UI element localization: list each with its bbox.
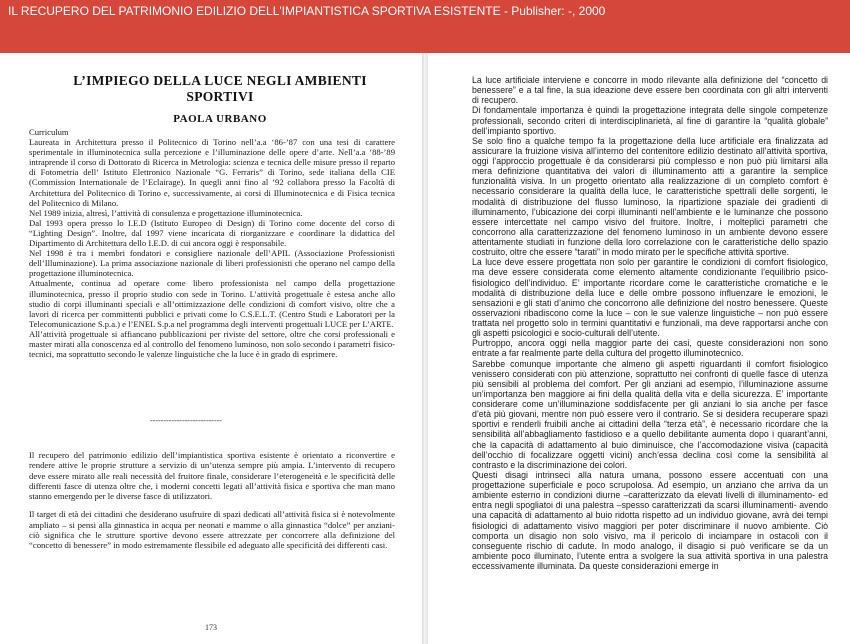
body-paragraph: La luce deve essere progettata non solo per garantire le condizioni di comfort fisiologico, ma deve essere considerata come elemento altamente condizionante l’equilibrio psico-fisiologico dell’individuo. E’ importante ricordare come le caratteristiche cromatiche e le modalità di distribuzione della luce e delle ombre possono influenzare le emozioni, le sensazioni e gli stati d’animo che concorrono alle definizione del nostro benessere. Queste osservazioni ribadiscono come la luce – con le sue valenze linguistiche – non può essere trattata nel progetto solo in termini quantitativi e funzionali, ma deve rapportarsi anche con gli aspetti psicologici e socio-culturali dell’utente.	[472, 257, 828, 339]
right-text-column	[472, 75, 828, 571]
curriculum-paragraph: Dal 1993 opera presso lo I.E.D (Istituto Europeo di Design) di Torino come docente del corso di “Lighting Design”. Inoltre, dal 1997 viene incaricata di riorganizzare e coordinare la didattica del Dipartimento di Architettura dello I.E.D. di cui ancora oggi è responsabile.	[29, 217, 395, 249]
curriculum-heading: Curriculum	[29, 127, 69, 137]
curriculum-section	[29, 127, 395, 359]
document-title: IL RECUPERO DEL PATRIMONIO EDILIZIO DELL'IMPIANTISTICA SPORTIVA ESISTENTE - Publisher: -, 2000	[8, 4, 606, 18]
body-paragraph: La luce artificiale interviene e concorre in modo rilevante alla definizione del “concetto di benessere” e a tal fine, la sua ideazione deve essere ben coordinata con gli altri interventi di recupero.	[472, 75, 828, 106]
body-paragraph: Il target di età dei cittadini che desiderano usufruire di spazi dedicati all’attività fisica si è notevolmente ampliato – si pensi alla ginnastica in acqua per neonati e mamme o alla ginnastica “dolce” per anziani- ciò significa che le strutture sportive devono essere attrezzate per concorrere alla definizione del “concetto di benessere” in modo estremamente flessibile ed adeguato alle specificità dei differenti casi.	[29, 509, 395, 551]
header-bar	[0, 0, 850, 53]
page-spread	[0, 53, 850, 644]
curriculum-paragraph: Laureata in Architettura presso il Politecnico di Torino nell’a.a ‘86-’87 con una tesi di carattere sperimentale in illuminotecnica sulla percezione e l’illuminazione delle opere d’arte. Nell’a.a ‘88-’89 intraprende il corso di Dottorato di Ricerca in Metrologia: scienza e tecnica delle misure presso il reparto di Fotometria dell’ Istituto Elettronico Nazionale “G. Ferraris” di Torino, sede italiana della CIE (Commission Internationale de l’Eclairage). In quegli anni fino al ‘92 collabora presso la Facoltà di Architettura del Politecnico di Torino e, successivamente, ai corsi di Illuminotecnica e di Fisica tecnica del Politecnico di Milano.	[29, 137, 395, 208]
body-paragraph: Questi disagi intrinseci alla natura umana, possono essere accentuati con una progettazione superficiale e poco scrupolosa. Ad esempio, un anziano che arriva da un ambiente esterno in condizioni diurne –caratterizzato da elevati livelli di illuminamento- ed entra negli spogliatoi di una palestra –spesso caratterizzati da scarsi illuminamenti- avendo una capacità di adattamento al buio ridotta rispetto ad un individuo giovane, avrà dei tempi fisiologici di adattamento visivo maggiori per poter discriminare il nuovo ambiente. Ciò comporta un disagio non solo visivo, ma il pericolo di inciampare in ostacoli con il conseguente rischio di cadute. In modo analogo, il disagio si può verificare se da un ambiente poco illuminato, l’utente entra a svolgere la sua attività sportiva in una palestra eccessivamente illuminata. Da queste considerazioni emerge in	[472, 469, 828, 571]
curriculum-paragraph: Nel 1989 inizia, altresì, l’attività di consulenza e progettazione illuminotecnica.	[29, 207, 303, 218]
body-paragraph: Il recupero del patrimonio edilizio dell’impiantistica sportiva esistente è orientato a riconvertire e rendere attive le proprie strutture a servizio di un’utenza sempre più ampia. L’intervento di recupero deve essere mirato alle reali necessità del fruitore finale, considerare l’eterogeneità e le specificità delle differenti fasce di utenza oltre che, i moderni concetti legati all’attività fisica e sportiva che man mano stanno emergendo per le diverse fasce di utilizzatori.	[29, 450, 395, 502]
left-page	[0, 53, 422, 644]
author-name: PAOLA URBANO	[173, 113, 267, 125]
body-section	[29, 450, 395, 559]
section-divider: ---------------------------	[150, 416, 222, 425]
body-paragraph: Sarebbe comunque importante che almeno gli aspetti riguardanti il comfort fisiologico venissero considerati con più attenzione, soprattutto nei confronti di quelle fasce di utenza più sensibili al problema del comfort. Per gli anziani ad esempio, l’illuminazione assume un’importanza ben maggiore ai fini della qualità della vita e della sicurezza. E’ importante considerare come un’illuminazione soddisfacente per gli anziani lo sia anche per fasce d’età più giovani, mentre non può essere vero il contrario. Se si desidera recuperare spazi sportivi e renderli fruibili anche ai cittadini della “terza età”, è necessario ricordare che la sensibilità all’abbagliamento fastidioso e a quello debilitante aumenta dopo i quarant’anni, che la capacità di adattamento al buio diminuisce, che l’accomodazione visiva (capacità dell’occhio di focalizzare oggetti vicini) anch’essa declina così come la sensibilità al contrasto e la discriminazione dei colori.	[472, 358, 828, 470]
curriculum-paragraph: Nel 1998 è tra i membri fondatori e consigliere nazionale dell’APIL (Associazione Professionisti dell’Illuminazione). La prima associazione nazionale di liberi professionisti che operano nel campo della progettazione illuminotecnica.	[29, 248, 395, 279]
right-page	[428, 53, 850, 644]
body-paragraph: Se solo fino a qualche tempo fa la progettazione della luce artificiale era finalizzata ad assicurare la fruizione visiva all’interno del contenitore edilizio destinato all’attività sportiva, oggi l’approccio progettuale è da considerarsi più complesso e non può più limitarsi alla mera definizione quantitativa dei valori di illuminamento atti a garantire la semplice funzionalità visiva. In un progetto orientato alla realizzazione di un completo comfort è necessario considerare la qualità della luce, le caratteristiche spettrali delle sorgenti, le modalità di distribuzione del flusso luminoso, la ripartizione spaziale dei gradienti di illuminamento, l’ubicazione dei corpi illuminanti nell’ambiente e le luminanze che possono essere intercettate nel campo visivo del fruitore. Inoltre, i molteplici parametri che concorrono alla caratterizzazione del fenomeno luminoso in un ambiente devono essere attentamente studiati in funzione della loro correlazione con le caratteristiche dello spazio costruito, oltre che essere “tarati” in modo mirato per le specifiche attività sportive.	[472, 135, 828, 258]
page-number: 173	[205, 623, 217, 632]
body-paragraph: Purtroppo, ancora oggi nella maggior parte dei casi, queste considerazioni non sono entrate a far realmente parte della cultura del progetto illuminotecnico.	[472, 338, 828, 359]
curriculum-paragraph: All’attività progettuale si affiancano pubblicazioni per riviste del settore, oltre che corsi professionali e master mirati alla conoscenza ed al controllo del fenomeno luminoso, non solo secondo i parametri fisico-tecnici, ma soprattutto secondo le valenze linguistiche che la luce è in grado di esprimere.	[29, 328, 395, 360]
curriculum-paragraph: Attualmente, continua ad operare come libero professionista nel campo della progettazione illuminotecnica, presso il proprio studio con sede in Torino. L’attività progettuale è estesa anche allo studio di corpi illuminanti speciali e all’ottimizzazione delle condizioni di comfort visivo, oltre che a lavori di ricerca per committenti pubblici e privati come lo C.S.E.L.T. (Centro Studi e Laboratori per la Telecomunicazione S.p.a.) e l’ENEL S.p.a nel programma degli interventi progettuali LUCE per L’ARTE.	[29, 278, 395, 329]
body-paragraph: Di fondamentale importanza è quindi la progettazione integrata delle singole competenze professionali, secondo criteri di interdisciplinarietà, al fine di garantire la “qualità globale” dell’impianto sportivo.	[472, 105, 828, 136]
article-title: L’IMPIEGO DELLA LUCE NEGLI AMBIENTI SPORTIVI	[73, 73, 367, 104]
